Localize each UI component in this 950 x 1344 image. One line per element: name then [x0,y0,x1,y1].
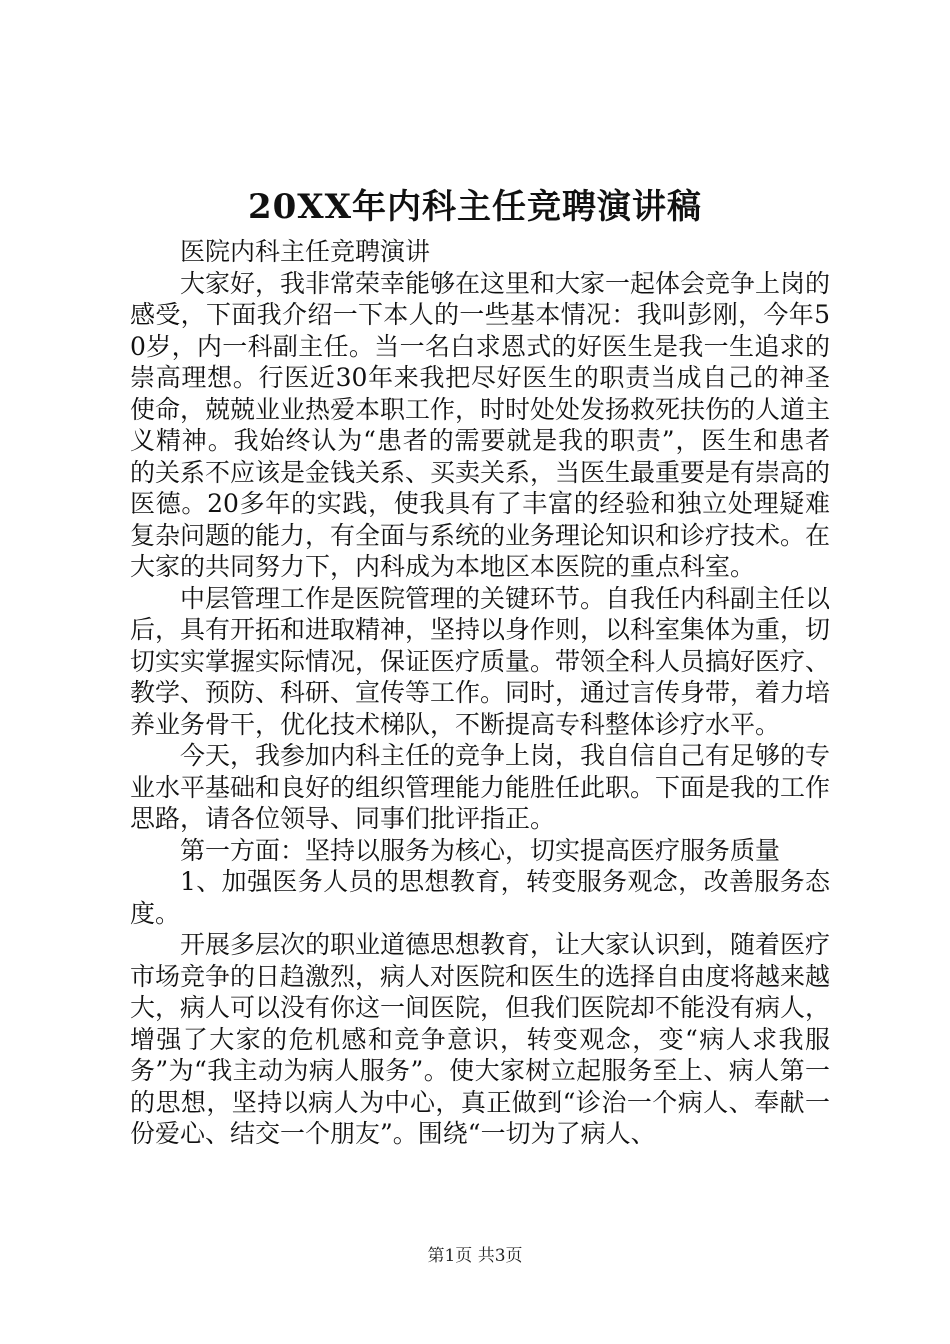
paragraph-point-1: 1、加强医务人员的思想教育，转变服务观念，改善服务态度。 [130,867,830,928]
document-title: 20XX年内科主任竞聘演讲稿 [247,187,703,227]
page-number: 第1页 共3页 [427,1246,523,1266]
paragraph-subtitle: 医院内科主任竞聘演讲 [180,237,431,266]
paragraph-section-heading: 第一方面：坚持以服务为核心，切实提高医疗服务质量 [180,835,781,865]
paragraph-management: 中层管理工作是医院管理的关键环节。自我任内科副主任以后，具有开拓和进取精神，坚持以身作则，以科室集体为重，切切实实掌握实际情况，保证医疗质量。带领全科人员搞好医疗、教学、预防、科研、宣传等工作。同时，通过言传身带，着力培养业务骨干，优化技术梯队，不断提高专科整体诊疗水平。 [130,583,831,739]
document-body [130,236,830,1150]
paragraph-application: 今天，我参加内科主任的竞争上岗，我自信自己有足够的专业水平基础和良好的组织管理能力能胜任此职。下面是我的工作思路，请各位领导、同事们批评指正。 [130,741,831,833]
paragraph-introduction: 大家好，我非常荣幸能够在这里和大家一起体会竞争上岗的感受，下面我介绍一下本人的一些基本情况：我叫彭刚，今年50岁，内一科副主任。当一名白求恩式的好医生是我一生追求的崇高理想。行医近30年来我把尽好医生的职责当成自己的神圣使命，兢兢业业热爱本职工作，时时处处发扬救死扶伤的人道主义精神。我始终认为“患者的需要就是我的职责”，医生和患者的关系不应该是金钱关系、买卖关系，当医生最重要是有崇高的医德。20多年的实践，使我具有了丰富的经验和独立处理疑难复杂问题的能力，有全面与系统的业务理论知识和诊疗技术。在大家的共同努力下，内科成为本地区本医院的重点科室。 [130,268,831,581]
paragraph-ethics-education: 开展多层次的职业道德思想教育，让大家认识到，随着医疗市场竞争的日趋激烈，病人对医院和医生的选择自由度将越来越大，病人可以没有你这一间医院，但我们医院却不能没有病人，增强了大家的危机感和竞争意识，转变观念，变“病人求我服务”为“我主动为病人服务”。使大家树立起服务至上、病人第一的思想，坚持以病人为中心，真正做到“诊治一个病人、奉献一份爱心、结交一个朋友”。围绕“一切为了病人、 [130,930,831,1148]
